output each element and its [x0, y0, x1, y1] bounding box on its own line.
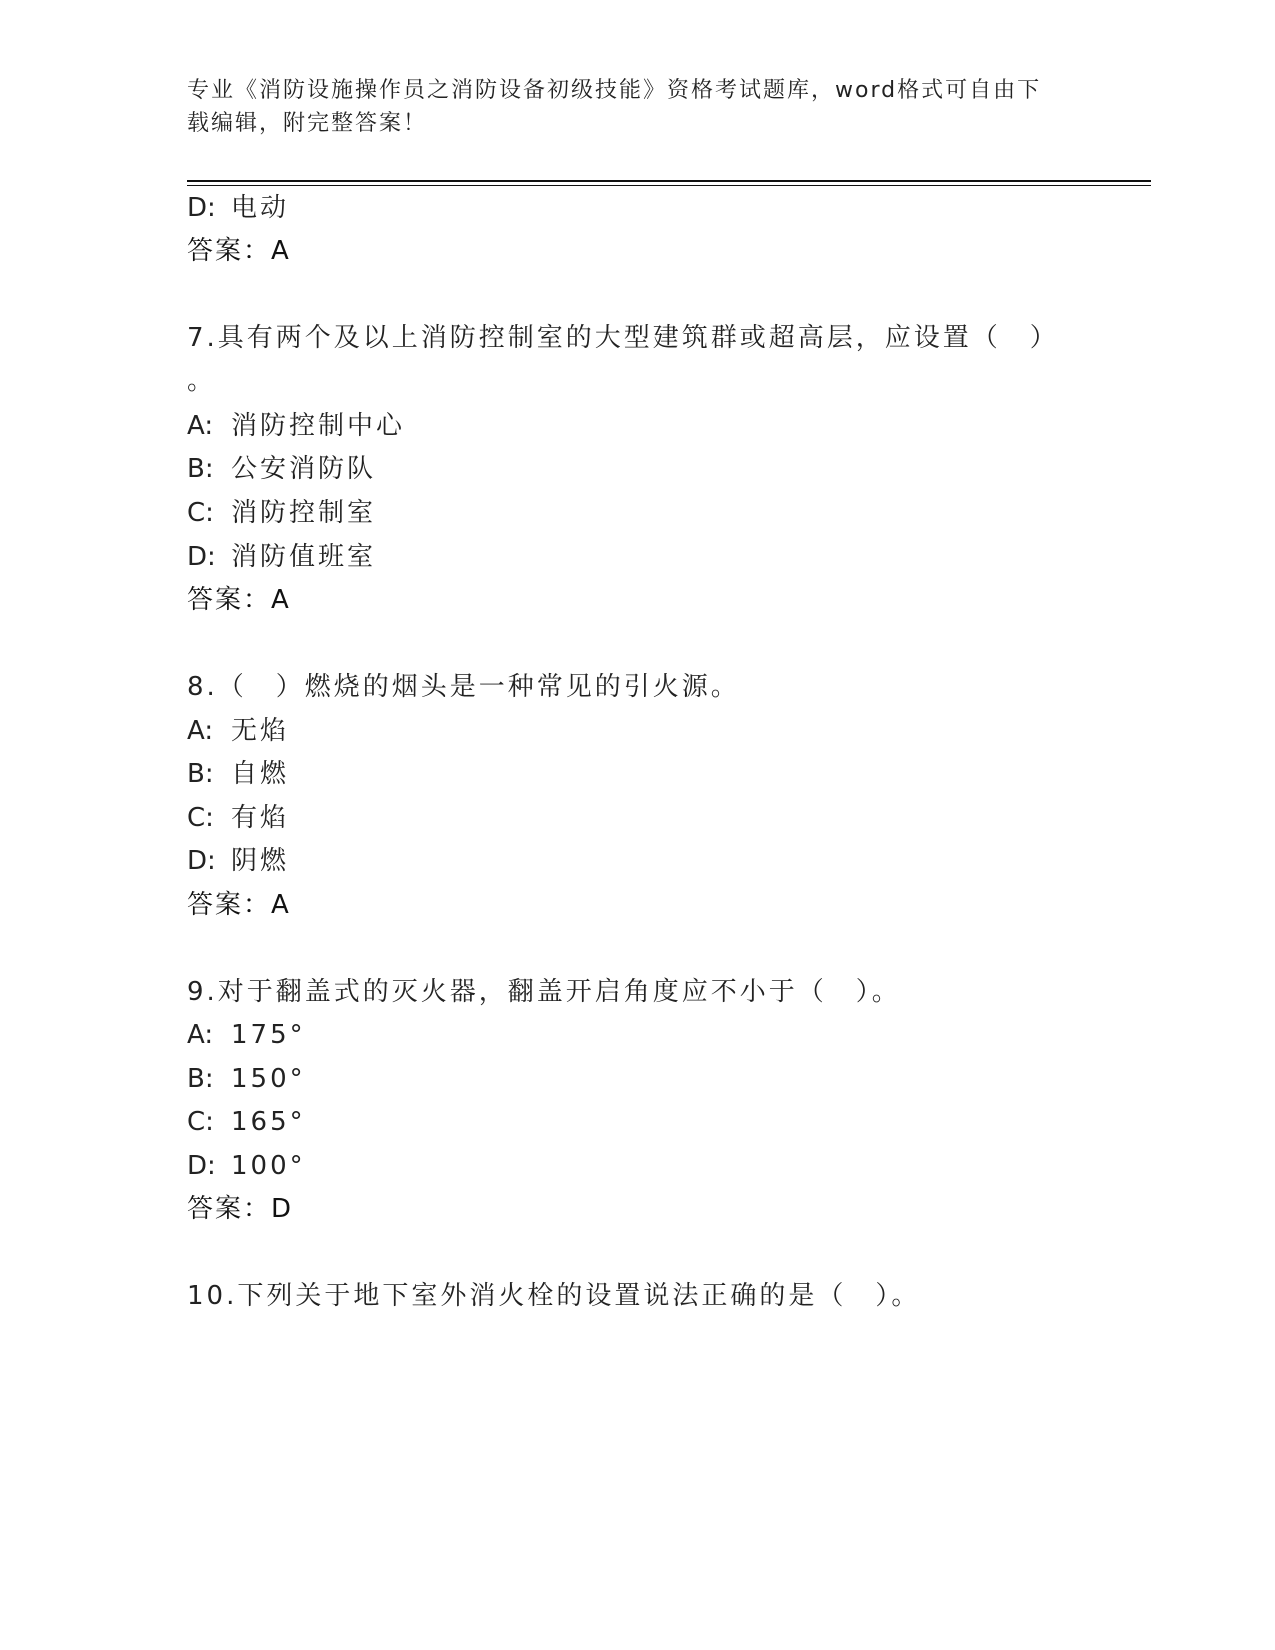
header-line-2: 载编辑，附完整答案！	[187, 111, 428, 136]
answer-row	[187, 584, 289, 616]
option-row	[187, 453, 376, 485]
option-row	[187, 845, 289, 877]
option-text: 100°	[231, 1151, 306, 1181]
answer-value: D	[271, 1194, 292, 1224]
option-letter: C:	[187, 498, 214, 528]
answer-row	[187, 889, 289, 921]
option-row	[187, 192, 289, 224]
option-letter: B:	[187, 454, 214, 484]
question-stem: 8.（ ）燃烧的烟头是一种常见的引火源。	[187, 672, 740, 702]
answer-value: A	[271, 585, 289, 615]
option-letter: D:	[187, 193, 216, 223]
option-row	[187, 410, 405, 442]
header-line-1: 专业《消防设施操作员之消防设备初级技能》资格考试题库，word格式可自由下	[187, 78, 1042, 103]
option-row	[187, 758, 289, 790]
question-stem: 7.具有两个及以上消防控制室的大型建筑群或超高层，应设置（ ）	[187, 323, 1059, 353]
answer-row	[187, 235, 289, 267]
option-text: 消防控制室	[231, 498, 377, 528]
document-header	[187, 74, 1087, 140]
answer-label: 答案：	[187, 236, 272, 266]
option-row	[187, 541, 376, 573]
option-text: 消防值班室	[231, 542, 377, 572]
option-row	[187, 1106, 306, 1138]
answer-value: A	[271, 236, 289, 266]
option-text: 165°	[231, 1107, 306, 1137]
option-text: 无焰	[231, 716, 290, 746]
option-row	[187, 802, 289, 834]
option-text: 阴燃	[231, 846, 290, 876]
option-row	[187, 1019, 306, 1051]
question-stem-continuation: 。	[187, 366, 217, 396]
answer-row	[187, 1193, 291, 1225]
answer-label: 答案：	[187, 585, 272, 615]
option-row	[187, 1150, 306, 1182]
question-stem: 9.对于翻盖式的灭火器，翻盖开启角度应不小于（ ）。	[187, 977, 901, 1007]
option-letter: A:	[187, 716, 214, 746]
answer-label: 答案：	[187, 1194, 272, 1224]
option-letter: D:	[187, 1151, 216, 1181]
option-letter: D:	[187, 542, 216, 572]
header-divider-thin	[187, 185, 1151, 186]
option-letter: B:	[187, 1064, 214, 1094]
option-letter: C:	[187, 803, 214, 833]
option-text: 自燃	[231, 759, 290, 789]
option-text: 150°	[231, 1064, 306, 1094]
answer-label: 答案：	[187, 890, 272, 920]
option-letter: B:	[187, 759, 214, 789]
answer-value: A	[271, 890, 289, 920]
option-letter: D:	[187, 846, 216, 876]
option-row	[187, 1063, 306, 1095]
option-text: 175°	[231, 1020, 306, 1050]
option-text: 电动	[231, 193, 290, 223]
option-letter: C:	[187, 1107, 214, 1137]
option-row	[187, 715, 289, 747]
option-text: 消防控制中心	[231, 411, 406, 441]
option-letter: A:	[187, 411, 214, 441]
option-text: 有焰	[231, 803, 290, 833]
option-row	[187, 497, 376, 529]
header-divider-thick	[187, 180, 1151, 182]
question-stem: 10.下列关于地下室外消火栓的设置说法正确的是（ ）。	[187, 1281, 921, 1311]
option-text: 公安消防队	[231, 454, 377, 484]
option-letter: A:	[187, 1020, 214, 1050]
